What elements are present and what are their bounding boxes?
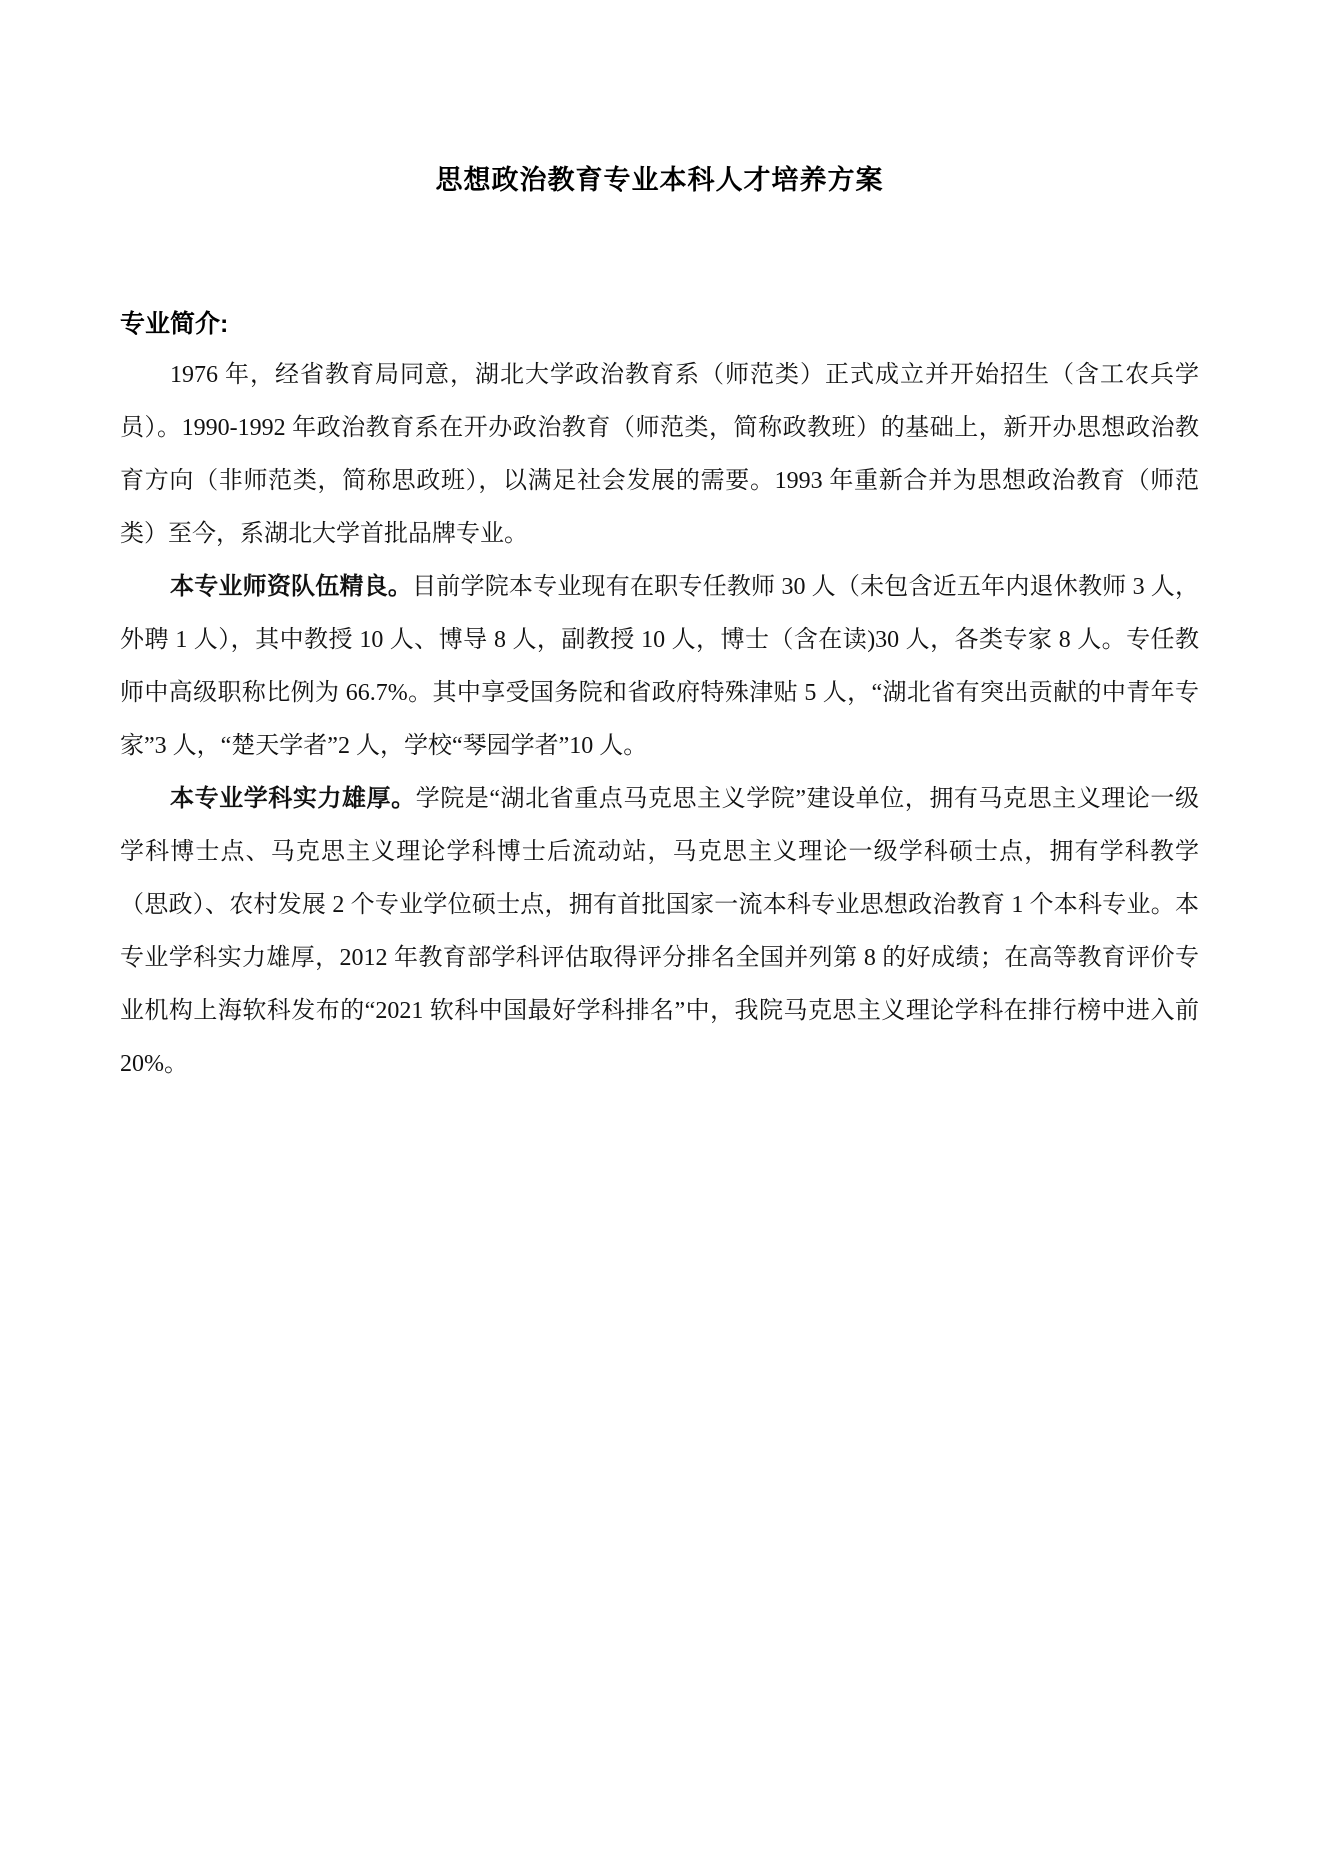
paragraph-text: 1976 年，经省教育局同意，湖北大学政治教育系（师范类）正式成立并开始招生（含工农兵学员）。1990-1992 年政治教育系在开办政治教育（师范类，简称政教班）的基础上，新开办思想政治教育方向（非师范类，简称思政班），以满足社会发展的需要。1993 年重新合并为思想政治教育（师范类）至今，系湖北大学首批品牌专业。 (120, 361, 1199, 547)
paragraph-discipline (120, 773, 1199, 1091)
paragraph-history (120, 349, 1199, 561)
paragraph-text: 学院是“湖北省重点马克思主义学院”建设单位，拥有马克思主义理论一级学科博士点、马克思主义理论学科博士后流动站，马克思主义理论一级学科硕士点，拥有学科教学（思政）、农村发展 2 个专业学位硕士点，拥有首批国家一流本科专业思想政治教育 1 个本科专业。本专业学科实力雄厚，2012 年教育部学科评估取得评分排名全国并列第 8 的好成绩；在高等教育评价专业机构上海软科发布的“2021 软科中国最好学科排名”中，我院马克思主义理论学科在排行榜中进入前 20%。 (120, 785, 1199, 1077)
paragraph-lead-bold: 本专业学科实力雄厚。 (170, 785, 416, 812)
document-title: 思想政治教育专业本科人才培养方案 (435, 165, 884, 195)
paragraph-faculty (120, 561, 1199, 773)
section-heading: 专业简介: (120, 310, 229, 339)
paragraph-lead-bold: 本专业师资队伍精良。 (170, 573, 413, 600)
paragraph-text: 目前学院本专业现有在职专任教师 30 人（未包含近五年内退休教师 3 人，外聘 1 人），其中教授 10 人、博导 8 人，副教授 10 人，博士（含在读)30 人，各类专家 8 人。专任教师中高级职称比例为 66.7%。其中享受国务院和省政府特殊津贴 5 人，“湖北省有突出贡献的中青年专家”3 人，“楚天学者”2 人，学校“琴园学者”10 人。 (120, 573, 1199, 759)
